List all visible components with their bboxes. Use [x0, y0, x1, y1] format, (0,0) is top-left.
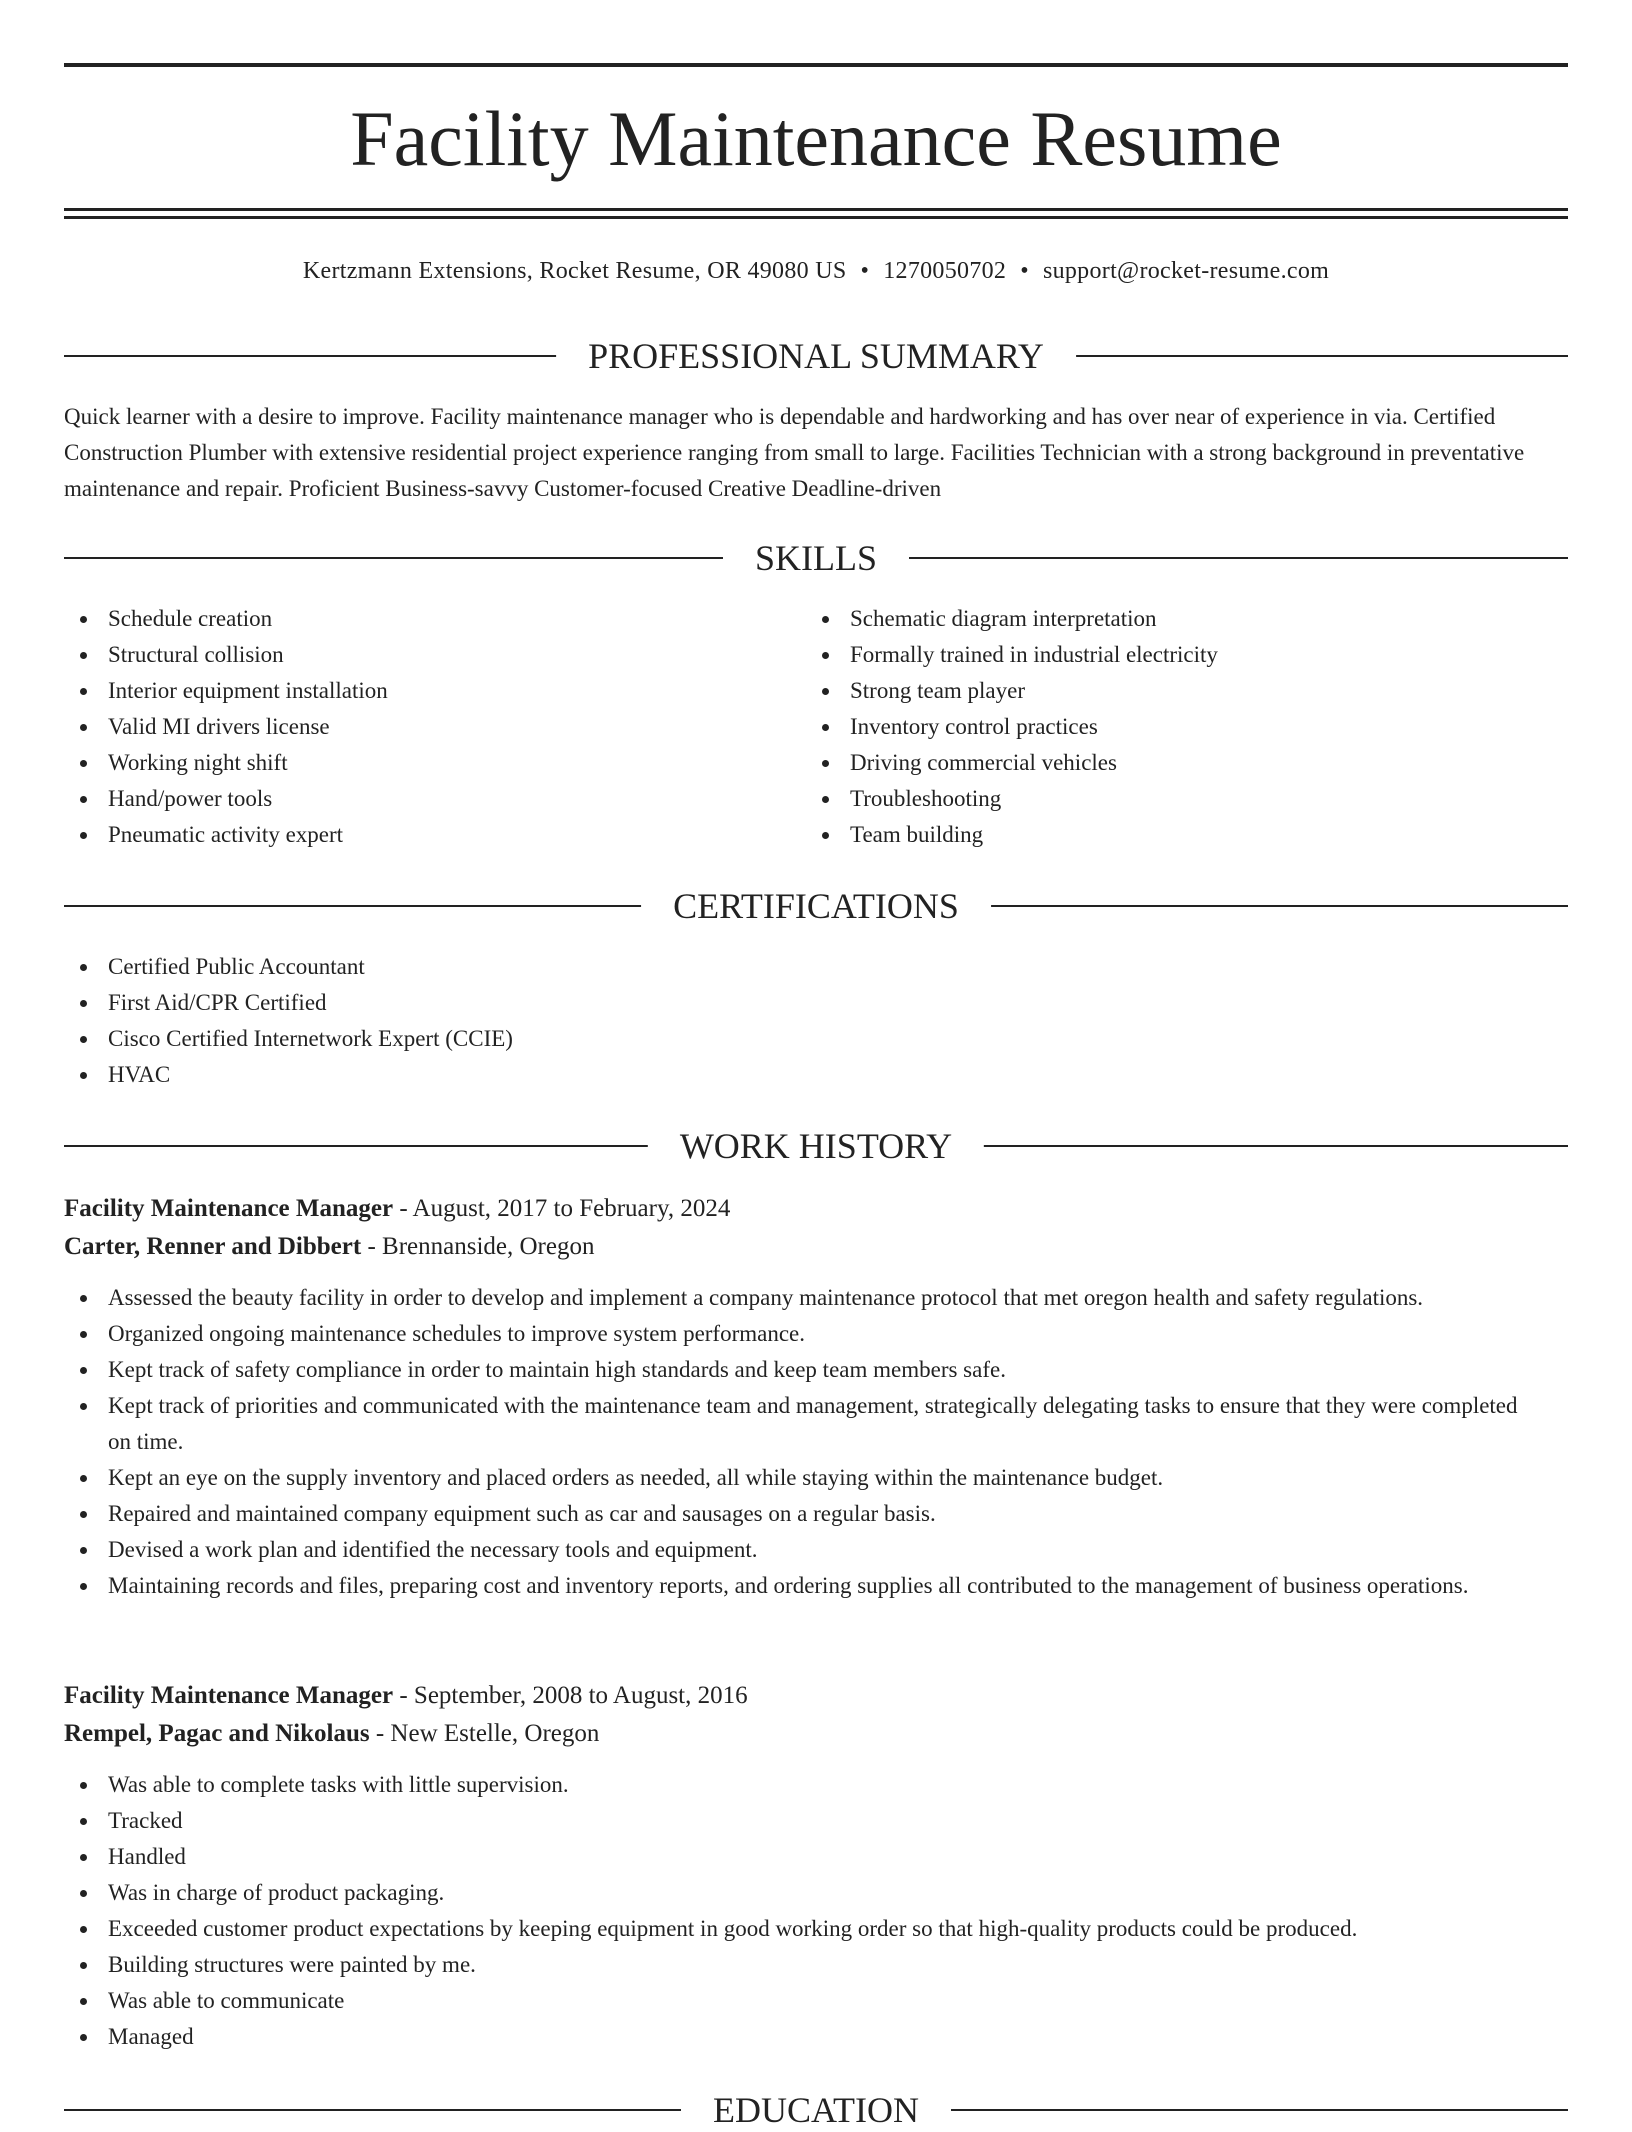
skill-item: Valid MI drivers license — [64, 709, 764, 745]
skill-item: Troubleshooting — [806, 781, 1506, 817]
skill-item: Schematic diagram interpretation — [806, 601, 1506, 637]
job-duty: Building structures were painted by me. — [64, 1947, 1544, 1983]
job-company-line — [64, 1228, 1568, 1266]
job-duty: Kept track of priorities and communicated with the maintenance team and management, strategically delegating tasks to ensure that they were completed on time. — [64, 1388, 1544, 1460]
skills-right-column — [806, 601, 1506, 853]
skills-list-left — [64, 601, 764, 853]
resume-title: Facility Maintenance Resume — [350, 95, 1282, 182]
job-company-line — [64, 1715, 1568, 1753]
job-entry — [64, 1190, 1568, 1604]
job-title-line — [64, 1677, 1568, 1715]
contact-address: Kertzmann Extensions, Rocket Resume, OR 49080 US — [302, 258, 847, 284]
section-title-education: EDUCATION — [681, 2088, 951, 2132]
contact-phone: 1270050702 — [883, 258, 1007, 284]
job-duty: Was able to communicate — [64, 1983, 1544, 2019]
job-duty: Repaired and maintained company equipment such as car and sausages on a regular basis. — [64, 1496, 1544, 1532]
skill-item: Working night shift — [64, 745, 764, 781]
job-duty: Devised a work plan and identified the necessary tools and equipment. — [64, 1532, 1544, 1568]
contact-separator: • — [1020, 258, 1029, 284]
job-location: - Brennanside, Oregon — [361, 1233, 595, 1260]
job-duty: Assessed the beauty facility in order to develop and implement a company maintenance protocol that met oregon health and safety regulations. — [64, 1280, 1544, 1316]
skill-item: Driving commercial vehicles — [806, 745, 1506, 781]
job-dates: - August, 2017 to February, 2024 — [393, 1195, 731, 1222]
job-duties-list — [64, 1767, 1544, 2055]
job-duty: Managed — [64, 2019, 1544, 2055]
skill-item: Pneumatic activity expert — [64, 817, 764, 853]
skill-item: Strong team player — [806, 673, 1506, 709]
skill-item: Inventory control practices — [806, 709, 1506, 745]
section-title-work-history: WORK HISTORY — [648, 1124, 984, 1168]
section-title-certifications: CERTIFICATIONS — [641, 884, 991, 928]
certifications-list — [64, 949, 1568, 1093]
job-location: - New Estelle, Oregon — [369, 1720, 600, 1747]
job-duty: Tracked — [64, 1803, 1544, 1839]
certification-item: Certified Public Accountant — [64, 949, 1568, 985]
job-duty: Organized ongoing maintenance schedules to improve system performance. — [64, 1316, 1544, 1352]
skill-item: Team building — [806, 817, 1506, 853]
skill-item: Schedule creation — [64, 601, 764, 637]
contact-email: support@rocket-resume.com — [1042, 258, 1330, 284]
title-rule-lower — [64, 216, 1568, 219]
section-title-summary: PROFESSIONAL SUMMARY — [556, 334, 1076, 378]
job-dates: - September, 2008 to August, 2016 — [393, 1682, 748, 1709]
job-company: Carter, Renner and Dibbert — [64, 1233, 362, 1260]
certification-item: Cisco Certified Internetwork Expert (CCIE) — [64, 1021, 1568, 1057]
job-duty: Was in charge of product packaging. — [64, 1875, 1544, 1911]
job-company: Rempel, Pagac and Nikolaus — [64, 1720, 370, 1747]
title-rule-upper — [64, 208, 1568, 211]
top-rule — [64, 63, 1568, 67]
skills-list-right — [806, 601, 1506, 853]
section-header-summary — [64, 334, 1568, 378]
job-title: Facility Maintenance Manager — [64, 1682, 394, 1709]
job-title-line — [64, 1190, 1568, 1228]
job-duty: Handled — [64, 1839, 1544, 1875]
skill-item: Interior equipment installation — [64, 673, 764, 709]
job-title: Facility Maintenance Manager — [64, 1195, 394, 1222]
job-duty: Kept track of safety compliance in order to maintain high standards and keep team members safe. — [64, 1352, 1544, 1388]
certifications-block — [64, 949, 1568, 1093]
contact-separator: • — [860, 258, 870, 284]
section-header-skills — [64, 536, 1568, 580]
skill-item: Hand/power tools — [64, 781, 764, 817]
certification-item: HVAC — [64, 1057, 1568, 1093]
skill-item: Formally trained in industrial electricity — [806, 637, 1506, 673]
job-duties-list — [64, 1280, 1544, 1604]
job-duty: Kept an eye on the supply inventory and placed orders as needed, all while staying within the maintenance budget. — [64, 1460, 1544, 1496]
skill-item: Structural collision — [64, 637, 764, 673]
contact-line — [64, 254, 1568, 288]
section-header-certifications — [64, 884, 1568, 928]
skills-left-column — [64, 601, 764, 853]
job-duty: Exceeded customer product expectations by keeping equipment in good working order so that high-quality products could be produced. — [64, 1911, 1544, 1947]
job-duty: Was able to complete tasks with little supervision. — [64, 1767, 1544, 1803]
section-header-education — [64, 2088, 1568, 2132]
summary-text: Quick learner with a desire to improve. Facility maintenance manager who is dependable and hardworking and has over near of experience in via. Certified Construction Plumber with extensive residential project experience ranging from small to large. Facilities Technician with a strong background in preventative maintenance and repair. Proficient Business-savvy Customer-focused Creative Deadline-driven — [64, 404, 1525, 501]
job-duty: Maintaining records and files, preparing cost and inventory reports, and ordering supplies all contributed to the management of business operations. — [64, 1568, 1544, 1604]
certification-item: First Aid/CPR Certified — [64, 985, 1568, 1021]
section-header-work-history — [64, 1124, 1568, 1168]
job-entry — [64, 1677, 1568, 2055]
section-title-skills: SKILLS — [723, 536, 909, 580]
